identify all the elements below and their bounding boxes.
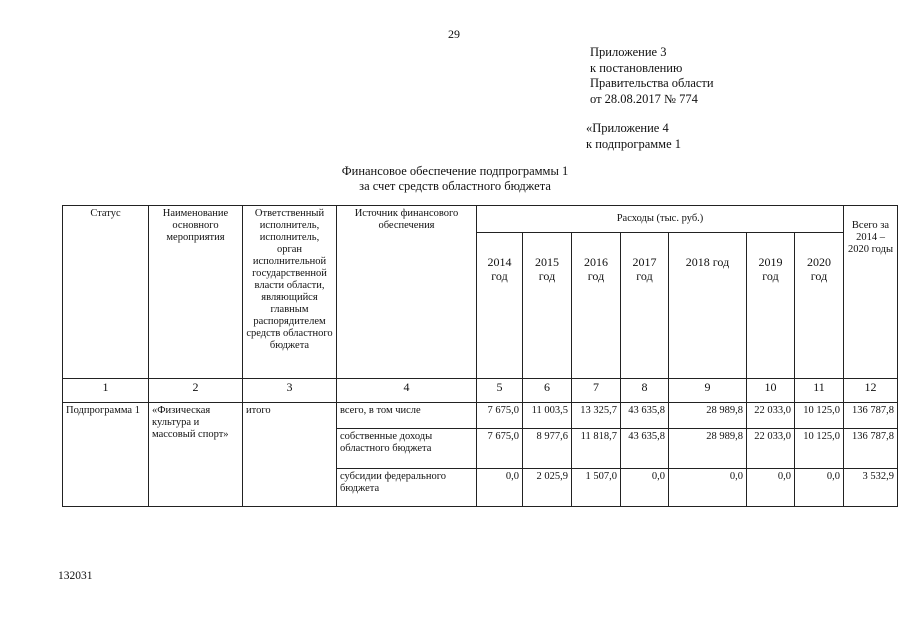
value-cell: 43 635,8 bbox=[621, 429, 669, 469]
header-executor: Ответственный исполнитель, исполнитель, орган исполнительной государственной власти области, являющийся главным распорядителем средств областного бюджета bbox=[243, 206, 337, 379]
header-main-activity: Наименование основного мероприятия bbox=[149, 206, 243, 379]
column-number: 12 bbox=[844, 379, 898, 403]
value-cell: 22 033,0 bbox=[747, 429, 795, 469]
value-cell: 8 977,6 bbox=[523, 429, 572, 469]
value-cell: 0,0 bbox=[669, 469, 747, 507]
column-number: 11 bbox=[795, 379, 844, 403]
header-year: 2020 год bbox=[795, 233, 844, 379]
document-title bbox=[300, 164, 610, 194]
table-row bbox=[63, 403, 898, 429]
column-number: 3 bbox=[243, 379, 337, 403]
value-cell: 22 033,0 bbox=[747, 403, 795, 429]
header-year: 2019 год bbox=[747, 233, 795, 379]
column-number: 6 bbox=[523, 379, 572, 403]
value-cell: 1 507,0 bbox=[572, 469, 621, 507]
value-cell: 7 675,0 bbox=[477, 429, 523, 469]
source-cell: субсидии федерального бюджета bbox=[337, 469, 477, 507]
main-activity-cell: «Физическая культура и массовый спорт» bbox=[149, 403, 243, 507]
header-year: 2016 год bbox=[572, 233, 621, 379]
value-cell: 10 125,0 bbox=[795, 403, 844, 429]
total-cell: 136 787,8 bbox=[844, 403, 898, 429]
value-cell: 0,0 bbox=[747, 469, 795, 507]
column-number: 7 bbox=[572, 379, 621, 403]
total-cell: 136 787,8 bbox=[844, 429, 898, 469]
column-number: 1 bbox=[63, 379, 149, 403]
header-year: 2018 год bbox=[669, 233, 747, 379]
value-cell: 7 675,0 bbox=[477, 403, 523, 429]
title-line-2: за счет средств областного бюджета bbox=[359, 179, 551, 193]
source-cell: собственные доходы областного бюджета bbox=[337, 429, 477, 469]
source-cell: всего, в том числе bbox=[337, 403, 477, 429]
value-cell: 10 125,0 bbox=[795, 429, 844, 469]
header-year: 2017 год bbox=[621, 233, 669, 379]
executor-cell: итого bbox=[243, 403, 337, 507]
header-status: Статус bbox=[63, 206, 149, 379]
header-expenses: Расходы (тыс. руб.) bbox=[477, 206, 844, 233]
value-cell: 0,0 bbox=[477, 469, 523, 507]
header-total: Всего за 2014 – 2020 годы bbox=[844, 206, 898, 379]
column-number: 5 bbox=[477, 379, 523, 403]
value-cell: 11 818,7 bbox=[572, 429, 621, 469]
value-cell: 28 989,8 bbox=[669, 429, 747, 469]
column-number: 9 bbox=[669, 379, 747, 403]
total-cell: 3 532,9 bbox=[844, 469, 898, 507]
financing-table bbox=[62, 205, 898, 507]
value-cell: 11 003,5 bbox=[523, 403, 572, 429]
value-cell: 2 025,9 bbox=[523, 469, 572, 507]
value-cell: 43 635,8 bbox=[621, 403, 669, 429]
status-cell: Подпрограмма 1 bbox=[63, 403, 149, 507]
header-funding-source: Источник финансового обеспечения bbox=[337, 206, 477, 379]
title-line-1: Финансовое обеспечение подпрограммы 1 bbox=[341, 164, 569, 178]
header-year: 2014 год bbox=[477, 233, 523, 379]
value-cell: 0,0 bbox=[795, 469, 844, 507]
value-cell: 13 325,7 bbox=[572, 403, 621, 429]
appendix-reference: Приложение 3 к постановлению Правительства области от 28.08.2017 № 774 bbox=[590, 45, 714, 106]
value-cell: 28 989,8 bbox=[669, 403, 747, 429]
page-number: 29 bbox=[448, 27, 460, 41]
header-year: 2015 год bbox=[523, 233, 572, 379]
appendix-subprogram-reference: «Приложение 4 к подпрограмме 1 bbox=[586, 121, 681, 151]
value-cell: 0,0 bbox=[621, 469, 669, 507]
column-number: 2 bbox=[149, 379, 243, 403]
column-number: 10 bbox=[747, 379, 795, 403]
column-number: 8 bbox=[621, 379, 669, 403]
column-number: 4 bbox=[337, 379, 477, 403]
footer-code: 132031 bbox=[58, 570, 93, 582]
